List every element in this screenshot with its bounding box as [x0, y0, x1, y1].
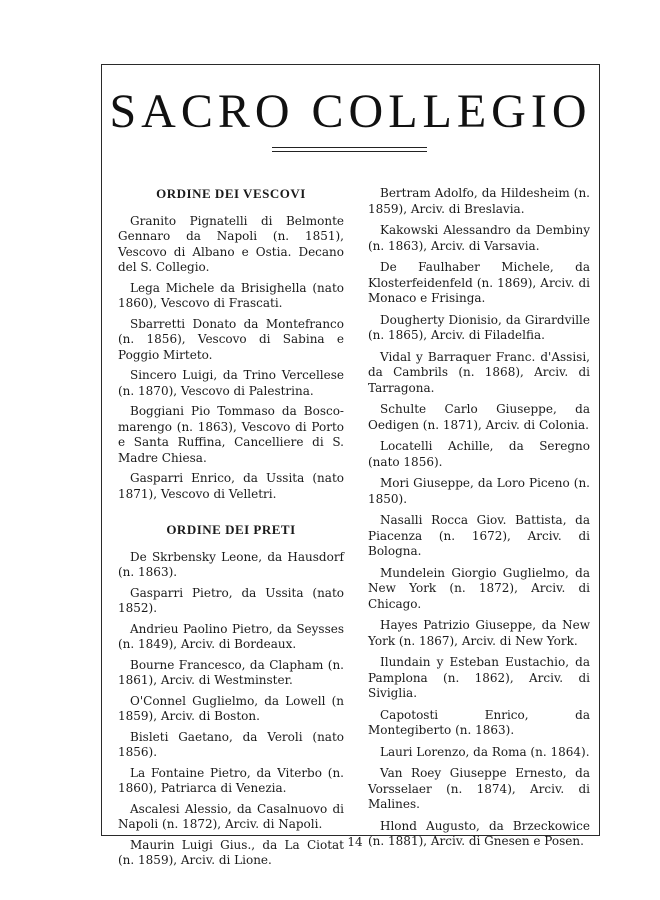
entry-prete: Gasparri Pietro, da Ussita (nato 1852). [118, 585, 344, 615]
entry-vescovo: Sincero Luigi, da Trino Vercellese (n. 1870), Vescovo di Palestrina. [118, 368, 344, 398]
entry-vescovo: Sbarretti Donato da Montefranco (n. 1856), Vescovo di Sabina e Poggio Mirteto. [118, 316, 344, 362]
entry-prete: Schulte Carlo Giuseppe, da Oedigen (n. 1871), Arciv. di Colonia. [368, 402, 590, 432]
entry-prete: Capotosti Enrico, da Montegiberto (n. 1863). [368, 707, 590, 737]
section-heading-preti: ORDINE DEI PRETI [166, 522, 296, 537]
entry-prete: Ascalesi Alessio, da Casalnuovo di Napoli (n. 1872), Arciv. di Napoli. [118, 801, 344, 831]
entry-prete: De Skrbensky Leone, da Hausdorf (n. 1863). [118, 549, 344, 579]
entry-prete: Mundelein Giorgio Guglielmo, da New York (n. 1872), Arciv. di Chicago. [368, 565, 590, 611]
entry-prete: Bisleti Gaetano, da Veroli (nato 1856). [118, 729, 344, 759]
left-column [118, 186, 344, 874]
entry-prete: Bertram Adolfo, da Hildesheim (n. 1859), Arciv. di Breslavia. [368, 186, 590, 216]
entry-prete: Hayes Patrizio Giuseppe, da New York (n. 1867), Arciv. di New York. [368, 618, 590, 648]
entry-prete: Maurin Luigi Gius., da La Ciotat (n. 1859), Arciv. di Lione. [118, 837, 344, 867]
title-double-rule [272, 147, 427, 152]
entry-prete: De Faulhaber Michele, da Klosterfeidenfeld (n. 1869), Arciv. di Monaco e Frisinga. [368, 260, 590, 305]
entry-prete: Vidal y Barraquer Franc. d'Assisi, da Cambrils (n. 1868), Arciv. di Tarragona. [368, 349, 590, 395]
entry-vescovo: Lega Michele da Brisighella (nato 1860), Vescovo di Frascati. [118, 280, 344, 310]
entry-prete: Ilundain y Esteban Eustachio, da Pamplona (n. 1862), Arciv. di Siviglia. [368, 655, 590, 700]
entry-prete: O'Connel Guglielmo, da Lowell (n 1859), Arciv. di Boston. [118, 693, 344, 723]
section-heading-vescovi: ORDINE DEI VESCOVI [156, 186, 306, 201]
entry-prete: Lauri Lorenzo, da Roma (n. 1864). [380, 744, 590, 759]
entry-prete: Van Roey Giuseppe Ernesto, da Vorsselaer (n. 1874), Arciv. di Malines. [368, 766, 590, 811]
entry-vescovo: Gasparri Enrico, da Ussita (nato 1871), Vescovo di Velletri. [118, 471, 344, 501]
page-title: SACRO COLLEGIO [109, 85, 592, 138]
entry-prete: Bourne Francesco, da Clapham (n. 1861), Arciv. di Westminster. [118, 657, 344, 687]
entry-prete: La Fontaine Pietro, da Viterbo (n. 1860), Patriarca di Venezia. [118, 765, 344, 795]
entry-prete: Locatelli Achille, da Seregno (nato 1856). [368, 439, 590, 469]
entry-vescovo: Granito Pignatelli di Belmonte Gennaro da Napoli (n. 1851), Vescovo di Albano e Ostia. Decano del S. Collegio. [118, 213, 344, 274]
entry-prete: Mori Giuseppe, da Loro Piceno (n. 1850). [368, 476, 590, 506]
entry-prete: Kakowski Alessandro da Dembiny (n. 1863), Arciv. di Varsavia. [368, 223, 590, 253]
entry-vescovo: Boggiani Pio Tommaso da Bosco-marengo (n. 1863), Vescovo di Porto e Santa Ruffina, Cancelliere di S. Madre Chiesa. [118, 404, 344, 465]
page-number: 14 [347, 835, 363, 849]
entry-prete: Andrieu Paolino Pietro, da Seysses (n. 1849), Arciv. di Bordeaux. [118, 621, 344, 651]
entry-prete: Dougherty Dionisio, da Girardville (n. 1865), Arciv. di Filadelfia. [368, 312, 590, 342]
entry-prete: Nasalli Rocca Giov. Battista, da Piacenza (n. 1672), Arciv. di Bologna. [368, 513, 590, 558]
entry-prete: Hlond Augusto, da Brzeckowice (n. 1881), Arciv. di Gnesen e Posen. [368, 818, 590, 848]
right-column [368, 186, 590, 856]
